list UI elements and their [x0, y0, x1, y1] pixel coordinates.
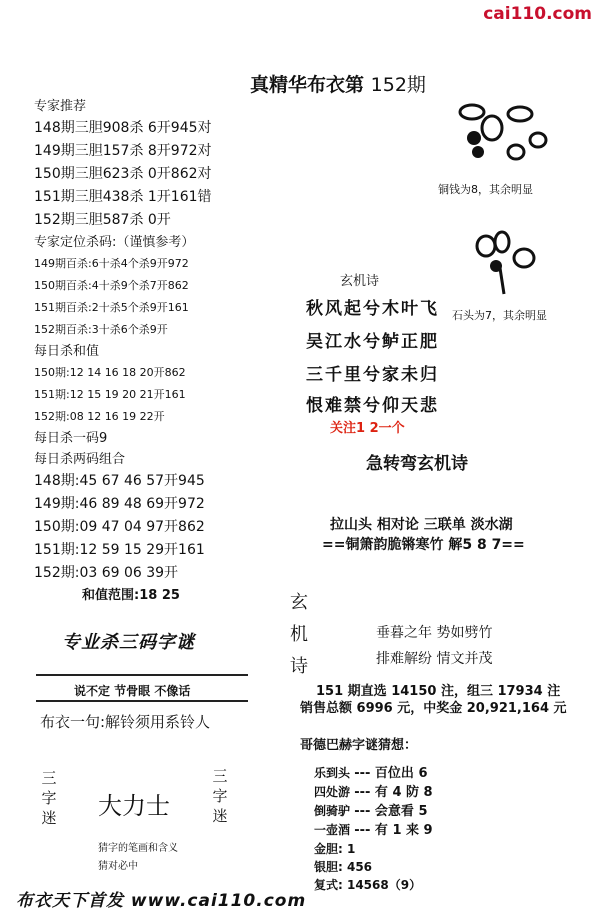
jindan: 金胆: 1 — [314, 842, 356, 856]
riddle-value: --- 有 1 来 9 — [354, 823, 433, 838]
godel-heading: 哥德巴赫字谜猜想： — [300, 738, 418, 753]
expert-line: 151期三胆438杀 1开161错 — [34, 189, 212, 205]
two-code-line: 149期:46 89 48 69开972 — [34, 496, 205, 512]
riddle-value: --- 百位出 6 — [354, 766, 428, 781]
sum-kill-line: 151期:12 15 19 20 21开161 — [34, 388, 186, 401]
sum-kill-heading: 每日杀和值 — [34, 344, 100, 359]
stone-caption: 石头为7，其余明显 — [452, 309, 547, 322]
expert-line: 152期三胆587杀 0开 — [34, 212, 171, 228]
poem-label: 玄机诗 — [340, 274, 380, 289]
riddle-key: 乐到头 — [314, 766, 351, 780]
site-logo: cai110.com — [483, 4, 592, 24]
expert-heading: 专家推荐 — [34, 99, 87, 114]
zimi-hint: 猜对必中 — [98, 861, 138, 872]
title-text: 真精华布衣第 — [250, 74, 365, 96]
tongxiao-text: ==铜箫韵脆锵寒竹 解5 8 7== — [322, 537, 525, 553]
two-code-line: 150期:09 47 04 97开862 — [34, 519, 205, 535]
riddle-row — [314, 821, 433, 840]
zimi-hint: 猜字的笔画和含义 — [98, 843, 178, 854]
sum-kill-line: 150期:12 14 16 18 20开862 — [34, 366, 186, 379]
riddle-row — [314, 802, 428, 821]
divider — [36, 674, 248, 676]
position-kill-heading: 专家定位杀码:（谨慎参考） — [34, 235, 195, 250]
riddle-row — [314, 783, 433, 802]
riddle-value: --- 会意看 5 — [354, 804, 428, 819]
expert-line: 150期三胆623杀 0开862对 — [34, 166, 212, 182]
buding-text: 说不定 节骨眼 不像话 — [74, 684, 191, 698]
focus-text: 关注1 2一个 — [330, 421, 405, 436]
sales-line: 151 期直选 14150 注，组三 17934 注 — [316, 684, 561, 699]
fushi: 复式: 14568（9） — [314, 878, 422, 892]
two-code-line: 151期:12 59 15 29开161 — [34, 542, 205, 558]
position-kill-line: 150期百杀:4十杀9个杀7开862 — [34, 279, 189, 292]
jizhuan-heading: 急转弯玄机诗 — [366, 454, 468, 474]
poem-line: 恨难禁兮仰天悲 — [306, 396, 439, 416]
position-kill-line: 152期百杀:3十杀6个杀9开 — [34, 323, 168, 336]
coins-caption: 铜钱为8，其余明显 — [438, 183, 533, 196]
divider — [36, 700, 248, 702]
poem-line: 三千里兮家未归 — [306, 365, 439, 385]
xuanji-char: 诗 — [290, 656, 308, 677]
two-code-heading: 每日杀两码组合 — [34, 452, 126, 467]
xuanji-char: 玄 — [290, 592, 308, 613]
xuanji-char: 机 — [290, 624, 308, 645]
lashan-text: 拉山头 相对论 三联单 淡水湖 — [330, 517, 513, 533]
one-code: 每日杀一码9 — [34, 431, 108, 446]
title-issue: 152期 — [370, 74, 426, 96]
left-column — [34, 96, 274, 606]
coins-icon — [452, 100, 548, 166]
riddle-key: 一壶酒 — [314, 823, 351, 837]
buyi-yiju: 布衣一句:解铃须用系铃人 — [40, 713, 211, 731]
expert-line: 149期三胆157杀 8开972对 — [34, 143, 212, 159]
position-kill-line: 151期百杀:2十杀5个杀9开161 — [34, 301, 189, 314]
riddle-key: 四处游 — [314, 785, 351, 799]
sum-kill-line: 152期:08 12 16 19 22开 — [34, 410, 165, 423]
two-code-line: 148期:45 67 46 57开945 — [34, 473, 205, 489]
expert-line: 148期三胆908杀 6开945对 — [34, 120, 212, 136]
xuanji-line: 排难解纷 情文并茂 — [376, 651, 493, 667]
zimi-right-label: 三字迷 — [212, 767, 228, 825]
stone-icon — [466, 228, 546, 300]
position-kill-line: 149期百杀:6十杀4个杀9开972 — [34, 257, 189, 270]
zimi-left-label: 三字迷 — [41, 769, 57, 827]
two-code-line: 152期:03 69 06 39开 — [34, 565, 179, 581]
zimi-center: 大力士 — [98, 792, 170, 820]
riddle-row — [314, 764, 428, 783]
riddle-key: 倒骑驴 — [314, 804, 351, 818]
sales-line: 销售总额 6996 元，中奖金 20,921,164 元 — [300, 701, 567, 716]
riddle-value: --- 有 4 防 8 — [354, 785, 433, 800]
poem-line: 吴江水兮鲈正肥 — [306, 332, 439, 352]
sum-range: 和值范围:18 25 — [82, 588, 180, 603]
sanma-heading: 专业杀三码字谜 — [62, 632, 195, 653]
footer-text: 布衣天下首发 www.cai110.com — [16, 891, 307, 911]
xuanji-line: 垂暮之年 势如劈竹 — [376, 625, 493, 641]
poem-line: 秋风起兮木叶飞 — [306, 299, 439, 319]
page-title — [250, 70, 426, 97]
yindan: 银胆: 456 — [314, 860, 373, 874]
